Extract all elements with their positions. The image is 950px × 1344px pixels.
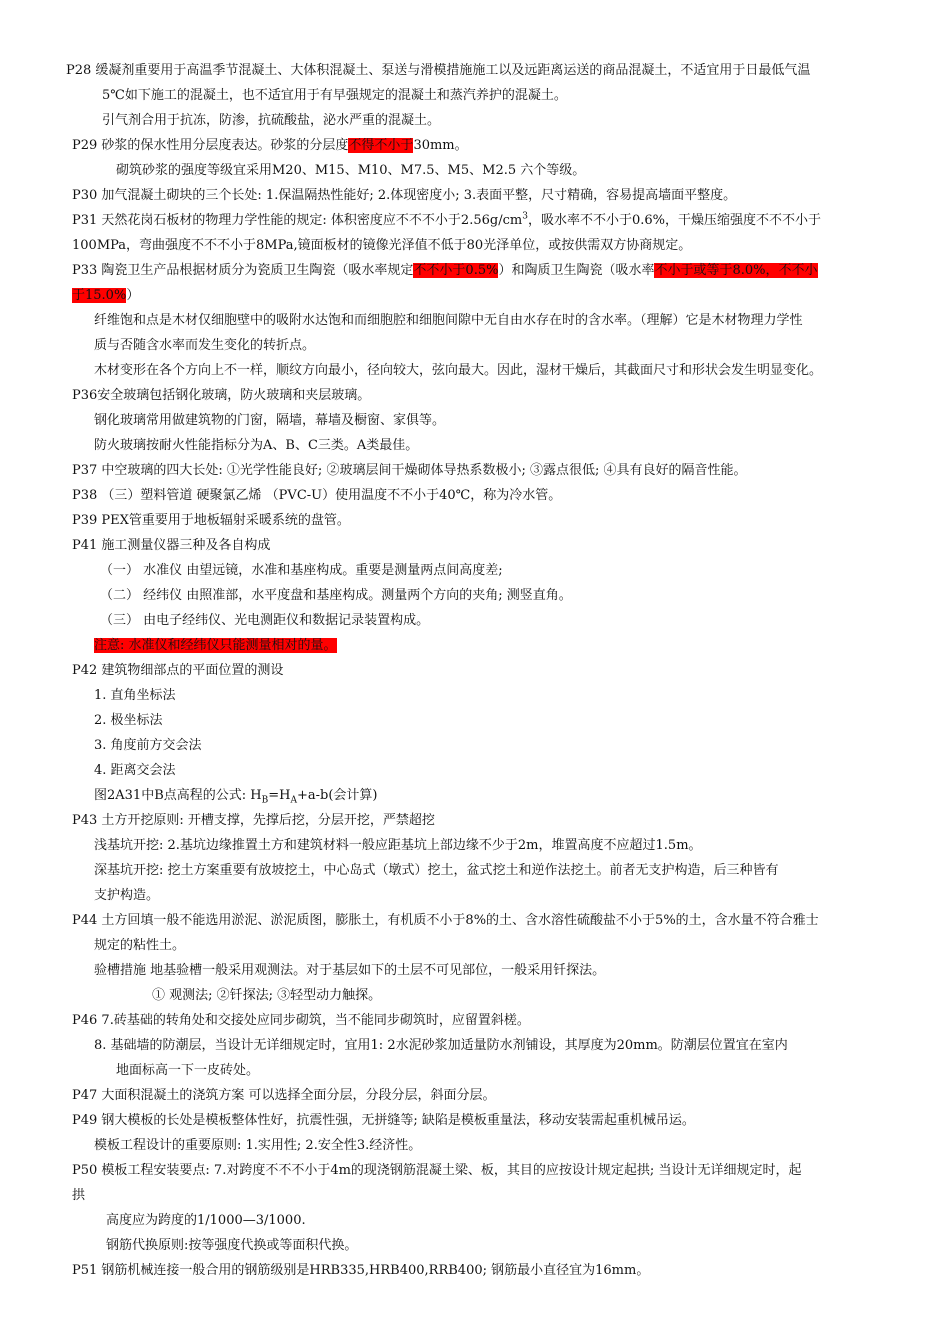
text-span: P37 中空玻璃的四大长处: ①光学性能良好; ②玻璃层间干燥砌体导热系数极小; ③露点很低; ④具有良好的隔音性能。 bbox=[72, 463, 747, 478]
text-line bbox=[72, 512, 350, 530]
text-span: 5℃如下施工的混凝土，也不适宜用于有早强规定的混凝土和蒸汽养护的混凝土。 bbox=[102, 88, 567, 103]
text-line bbox=[102, 112, 440, 130]
text-line bbox=[72, 212, 821, 230]
highlighted-text: 注意: 水准仪和经纬仪只能测量相对的量。 bbox=[94, 638, 337, 653]
text-span: 高度应为跨度的1/1000—3/1000. bbox=[106, 1213, 306, 1228]
text-span: 3 bbox=[522, 211, 528, 222]
text-span: 防火玻璃按耐火性能指标分为A、B、C三类。A类最佳。 bbox=[94, 438, 419, 453]
text-span: 1. 直角坐标法 bbox=[94, 688, 176, 703]
text-span: P29 砂浆的保水性用分层度表达。砂浆的分层度 bbox=[72, 138, 349, 153]
text-line bbox=[72, 287, 139, 305]
text-span: B bbox=[261, 795, 269, 806]
text-line bbox=[94, 787, 377, 805]
text-line bbox=[116, 1062, 259, 1080]
text-line bbox=[100, 587, 572, 605]
highlighted-text: 不不小于0.5% bbox=[413, 263, 499, 278]
text-span: 钢筋代换原则:按等强度代换或等面积代换。 bbox=[106, 1238, 358, 1253]
text-span: 100MPa，弯曲强度不不不小于8MPa,镜面板材的镜像光泽值不低于80光泽单位，或按供需双方协商规定。 bbox=[72, 238, 692, 253]
text-span: （一） 水准仪 由望远镜，水准和基座构成。重要是测量两点间高度差; bbox=[100, 563, 503, 578]
text-span: P44 土方回填一般不能选用淤泥、淤泥质图，膨胀土，有机质不小于8%的土、含水溶性硫酸盐不小于5%的土，含水量不符合雅士 bbox=[72, 913, 819, 928]
text-line bbox=[152, 987, 381, 1005]
text-span: 砌筑砂浆的强度等级宜采用M20、M15、M10、M7.5、M5、M2.5 六个等级。 bbox=[116, 163, 586, 178]
text-span: 拱 bbox=[72, 1188, 86, 1203]
text-span: P33 陶瓷卫生产品根据材质分为瓷质卫生陶瓷（吸水率规定 bbox=[72, 263, 414, 278]
text-span: P28 缓凝剂重要用于高温季节混凝土、大体积混凝土、泵送与滑模措施施工以及远距离运送的商品混凝土，不适宜用于日最低气温 bbox=[66, 63, 811, 78]
text-line bbox=[106, 1212, 306, 1230]
text-span: 3. 角度前方交会法 bbox=[94, 738, 202, 753]
text-line bbox=[72, 137, 468, 155]
text-span: P49 钢大模板的长处是模板整体性好，抗震性强，无拼缝等; 缺陷是模板重量法，移动安装需起重机械吊运。 bbox=[72, 1113, 695, 1128]
text-line bbox=[100, 562, 503, 580]
text-line bbox=[72, 237, 691, 255]
text-line bbox=[72, 1012, 530, 1030]
text-span: P42 建筑物细部点的平面位置的测设 bbox=[72, 663, 284, 678]
text-span: 验槽措施 地基验槽一般采用观测法。对于基层如下的土层不可见部位，一般采用钎探法。 bbox=[94, 963, 606, 978]
text-line bbox=[72, 1087, 496, 1105]
text-span: P51 钢筋机械连接一般合用的钢筋级别是HRB335,HRB400,RRB400; 钢筋最小直径宜为16mm。 bbox=[72, 1263, 650, 1278]
text-line bbox=[72, 1162, 801, 1180]
text-line bbox=[72, 462, 746, 480]
text-line bbox=[72, 537, 270, 555]
text-span: 质与否随含水率而发生变化的转折点。 bbox=[94, 338, 316, 353]
text-line bbox=[72, 262, 818, 280]
text-line bbox=[94, 837, 702, 855]
text-span: 30mm。 bbox=[413, 138, 468, 153]
text-line bbox=[102, 87, 567, 105]
text-span: 深基坑开挖: 挖土方案重要有放坡挖土，中心岛式（墩式）挖土，盆式挖土和逆作法挖土。前者无支护构造，后三种皆有 bbox=[94, 863, 779, 878]
text-span: P31 天然花岗石板材的物理力学性能的规定: 体积密度应不不不小于2.56g/cm bbox=[72, 213, 523, 228]
text-span: ，吸水率不不小于0.6%，干燥压缩强度不不不小于 bbox=[527, 213, 821, 228]
text-span: ） bbox=[126, 288, 140, 303]
text-line bbox=[94, 962, 605, 980]
text-line bbox=[72, 662, 283, 680]
text-span: P41 施工测量仪器三种及各自构成 bbox=[72, 538, 271, 553]
text-span: 引气剂合用于抗冻，防渗，抗硫酸盐，泌水严重的混凝土。 bbox=[102, 113, 441, 128]
text-line bbox=[94, 412, 445, 430]
text-span: 浅基坑开挖: 2.基坑边缘推置土方和建筑材料一般应距基坑上部边缘不少于2m，堆置高度不应超过1.5m。 bbox=[94, 838, 702, 853]
text-line bbox=[72, 912, 819, 930]
text-line bbox=[94, 762, 176, 780]
text-span: 规定的粘性土。 bbox=[94, 938, 186, 953]
text-span: P50 模板工程安装要点: 7.对跨度不不不小于4m的现浇钢筋混凝土梁、板，其目的应按设计规定起拱; 当设计无详细规定时，起 bbox=[72, 1163, 802, 1178]
text-span: A bbox=[290, 795, 297, 806]
text-span: 钢化玻璃常用做建筑物的门窗，隔墙，幕墙及橱窗、家俱等。 bbox=[94, 413, 446, 428]
text-span: 4. 距离交会法 bbox=[94, 763, 176, 778]
text-span: 2. 极坐标法 bbox=[94, 713, 163, 728]
text-span: P30 加气混凝土砌块的三个长处: 1.保温隔热性能好; 2.体现密度小; 3.表面平整，尺寸精确，容易提高墙面平整度。 bbox=[72, 188, 737, 203]
text-line bbox=[72, 1262, 649, 1280]
text-line bbox=[94, 637, 337, 655]
text-span: ）和陶质卫生陶瓷（吸水率 bbox=[498, 263, 655, 278]
text-line bbox=[116, 162, 585, 180]
text-line bbox=[106, 1237, 357, 1255]
text-line bbox=[72, 812, 435, 830]
highlighted-text: 于15.0% bbox=[72, 288, 127, 303]
text-span: +a-b(会计算) bbox=[296, 788, 378, 803]
text-span: P46 7.砖基础的转角处和交接处应同步砌筑，当不能同步砌筑时，应留置斜槎。 bbox=[72, 1013, 530, 1028]
text-line bbox=[100, 612, 429, 630]
text-line bbox=[72, 1112, 695, 1130]
text-span: P43 土方开挖原则: 开槽支撑，先撑后挖，分层开挖，严禁超挖 bbox=[72, 813, 435, 828]
highlighted-text: 不小于或等于8.0%，不不小 bbox=[654, 263, 818, 278]
text-line bbox=[72, 187, 736, 205]
text-line bbox=[72, 387, 370, 405]
text-line bbox=[94, 887, 159, 905]
text-line bbox=[94, 862, 779, 880]
text-span: ① 观测法; ②钎探法; ③轻型动力触探。 bbox=[152, 988, 382, 1003]
text-span: P39 PEX管重要用于地板辐射采暖系统的盘管。 bbox=[72, 513, 350, 528]
text-line bbox=[72, 487, 561, 505]
text-line bbox=[94, 737, 202, 755]
text-line bbox=[94, 337, 315, 355]
text-line bbox=[94, 1137, 421, 1155]
text-span: 模板工程设计的重要原则: 1.实用性; 2.安全性3.经济性。 bbox=[94, 1138, 422, 1153]
text-line bbox=[94, 712, 163, 730]
text-line bbox=[94, 937, 185, 955]
text-span: 木材变形在各个方向上不一样，顺纹方向最小，径向较大，弦向最大。因此，湿材干燥后，其截面尺寸和形状会发生明显变化。 bbox=[94, 363, 823, 378]
text-span: 8. 基础墙的防潮层，当设计无详细规定时，宜用1: 2水泥砂浆加适量防水剂铺设，其厚度为20mm。防潮层位置宜在室内 bbox=[94, 1038, 788, 1053]
text-line bbox=[94, 312, 803, 330]
text-line bbox=[72, 1187, 85, 1205]
text-line bbox=[66, 62, 810, 80]
text-span: 支护构造。 bbox=[94, 888, 160, 903]
text-line bbox=[94, 1037, 788, 1055]
text-line bbox=[94, 362, 822, 380]
text-line bbox=[94, 437, 418, 455]
text-line bbox=[94, 687, 176, 705]
text-span: P47 大面积混凝土的浇筑方案 可以选择全面分层，分段分层，斜面分层。 bbox=[72, 1088, 496, 1103]
highlighted-text: 不得不小于 bbox=[348, 138, 414, 153]
text-span: （二） 经纬仪 由照准部，水平度盘和基座构成。测量两个方向的夹角; 测竖直角。 bbox=[100, 588, 572, 603]
text-span: 纤维饱和点是木材仅细胞壁中的吸附水达饱和而细胞腔和细胞间隙中无自由水存在时的含水率。（理解）它是木材物理力学性 bbox=[94, 313, 803, 328]
text-span: 地面标高一下一皮砖处。 bbox=[116, 1063, 260, 1078]
text-span: P36安全玻璃包括钢化玻璃，防火玻璃和夹层玻璃。 bbox=[72, 388, 371, 403]
text-span: =H bbox=[268, 788, 291, 803]
text-span: 图2A31中B点高程的公式: H bbox=[94, 788, 262, 803]
text-span: P38 （三）塑料管道 硬聚氯乙烯 （PVC-U）使用温度不不小于40℃，称为冷水管。 bbox=[72, 488, 562, 503]
text-span: （三） 由电子经纬仪、光电测距仪和数据记录装置构成。 bbox=[100, 613, 430, 628]
